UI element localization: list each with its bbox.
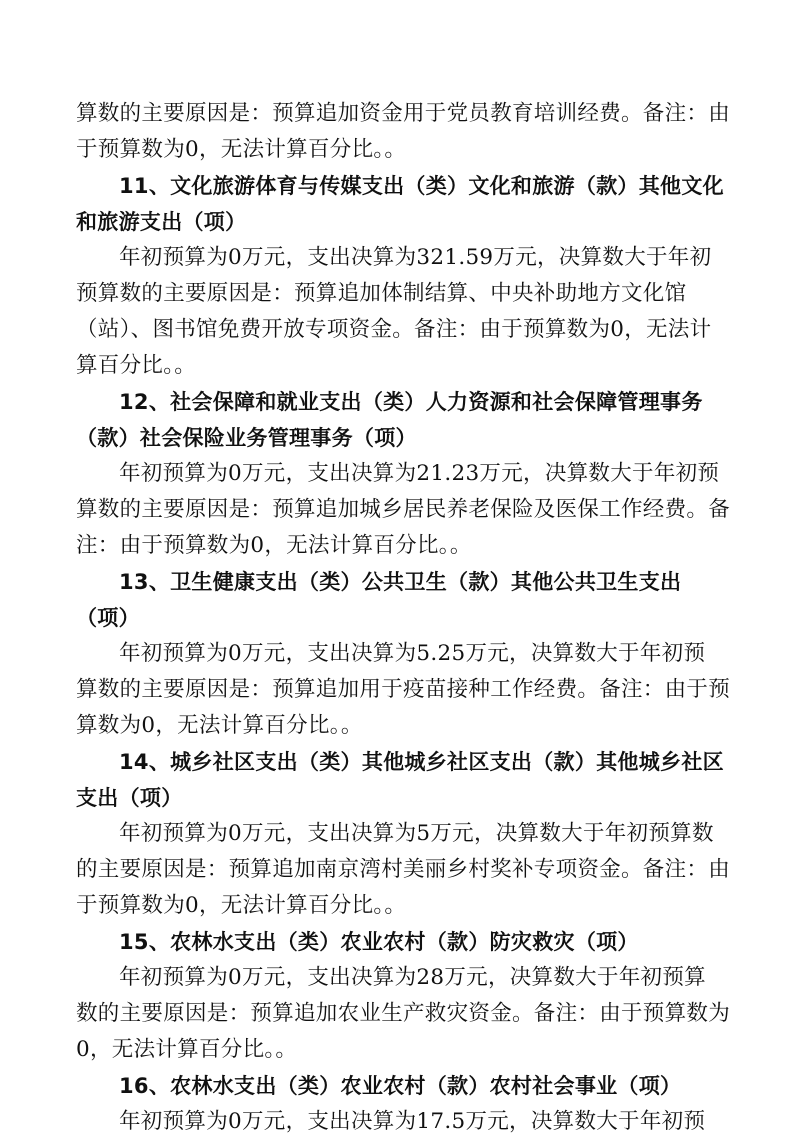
section-heading-11: 11、文化旅游体育与传媒支出（类）文化和旅游（款）其他文化: [119, 174, 724, 198]
paragraph-line: 算数的主要原因是：预算追加城乡居民养老保险及医保工作经费。备: [76, 497, 731, 522]
paragraph-line: 于预算数为0，无法计算百分比。。: [76, 137, 407, 162]
paragraph-line: 算数的主要原因是：预算追加资金用于党员教育培训经费。备注：由: [76, 101, 731, 126]
section-heading-line: （项）: [76, 606, 140, 630]
paragraph-line: 预算数的主要原因是：预算追加体制结算、中央补助地方文化馆: [76, 281, 687, 306]
paragraph-line: 数的主要原因是：预算追加农业生产救灾资金。备注：由于预算数为: [76, 1001, 731, 1026]
section-heading-line: 和旅游支出（项）: [76, 210, 247, 234]
paragraph-line: 于预算数为0，无法计算百分比。。: [76, 893, 407, 918]
document-body: [76, 96, 731, 1140]
section-heading-12: 12、社会保障和就业支出（类）人力资源和社会保障管理事务: [119, 390, 703, 414]
paragraph-line: 算百分比。。: [76, 353, 197, 378]
paragraph-line: 年初预算为0万元，支出决算为28万元，决算数大于年初预算: [119, 965, 706, 990]
paragraph-line: （站）、图书馆免费开放专项资金。备注：由于预算数为0，无法计: [76, 317, 712, 342]
section-heading-15: 15、农林水支出（类）农业农村（款）防灾救灾（项）: [119, 930, 639, 954]
paragraph-line: 0，无法计算百分比。。: [76, 1037, 298, 1062]
paragraph-line: 年初预算为0万元，支出决算为5.25万元，决算数大于年初预: [119, 641, 706, 666]
section-heading-16: 16、农林水支出（类）农业农村（款）农村社会事业（项）: [119, 1074, 682, 1098]
section-heading-line: （款）社会保险业务管理事务（项）: [76, 426, 417, 450]
paragraph-line: 年初预算为0万元，支出决算为21.23万元，决算数大于年初预: [119, 461, 720, 486]
section-heading-13: 13、卫生健康支出（类）公共卫生（款）其他公共卫生支出: [119, 570, 682, 594]
paragraph-line: 年初预算为0万元，支出决算为5万元，决算数大于年初预算数: [119, 821, 714, 846]
paragraph-line: 算数为0，无法计算百分比。。: [76, 713, 363, 738]
section-heading-line: 支出（项）: [76, 786, 183, 810]
paragraph-line: 的主要原因是：预算追加南京湾村美丽乡村奖补专项资金。备注：由: [76, 857, 731, 882]
paragraph-line: 注：由于预算数为0，无法计算百分比。。: [76, 533, 472, 558]
paragraph-line: 年初预算为0万元，支出决算为17.5万元，决算数大于年初预: [119, 1109, 706, 1134]
paragraph-line: 年初预算为0万元，支出决算为321.59万元，决算数大于年初: [119, 245, 712, 270]
paragraph-line: 算数的主要原因是：预算追加用于疫苗接种工作经费。备注：由于预: [76, 677, 731, 702]
section-heading-14: 14、城乡社区支出（类）其他城乡社区支出（款）其他城乡社区: [119, 750, 724, 774]
